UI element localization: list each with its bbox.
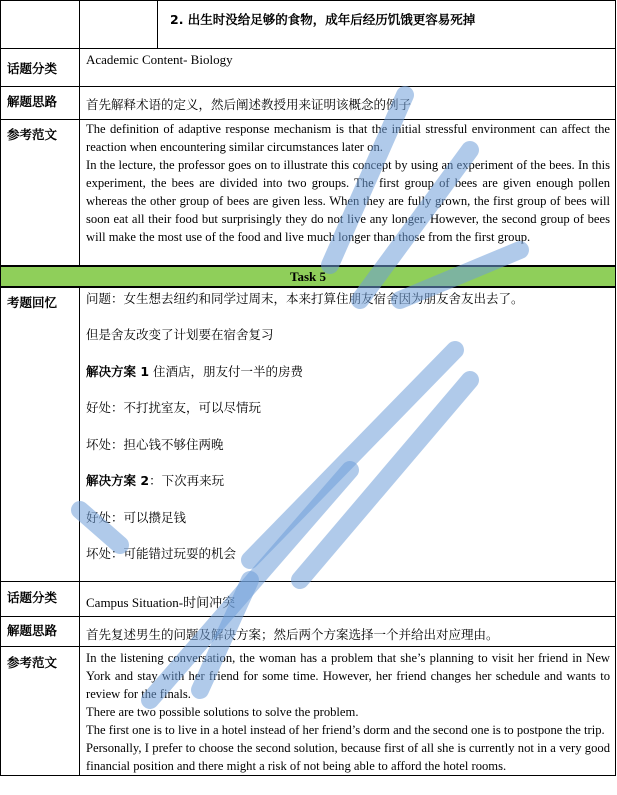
section1-sample-paragraph: In the lecture, the professor goes on to illustrate this concept by using an experiment of the bees. In this experiment, the bees are divided into two groups. The first group of bees are given enough pollen whereas the other group of bees are given less. When they are fully grown, the first group of bees will soon eat all their food but surprisingly they do not live any longer. However, the second group of bees will make the most use of the food and live much longer than those from the first group.	[86, 158, 610, 244]
section2-recall-label: 考题回忆	[7, 294, 58, 310]
recall-line: 好处：可以攒足钱	[86, 509, 187, 525]
section2-sample-text	[86, 647, 610, 775]
section2-sample-label: 参考范文	[7, 654, 58, 670]
top-row-text: 2. 出生时没给足够的食物，成年后经历饥饿更容易死掉	[170, 12, 476, 27]
section1-approach-cell	[80, 87, 616, 120]
section1-approach-label: 解题思路	[7, 94, 58, 109]
section1-approach-label-cell	[1, 87, 80, 120]
section2-sample-paragraph: Personally, I prefer to choose the second solution, because first of all she is currently not in a very good financial position and there might a risk of not being able to afford the hotel rooms.	[86, 740, 610, 773]
recall-line: 坏处：可能错过玩耍的机会	[86, 546, 237, 561]
section1-sample-label: 参考范文	[7, 127, 58, 142]
section2-sample-paragraph: In the listening conversation, the woman has a problem that she’s planning to visit her friend in New York and stay with her friend for some time. However, her friend changes her schedule and wants to review for the finals.	[86, 650, 610, 701]
section2-sample-paragraph: The first one is to live in a hotel instead of her friend’s dorm and the second one is to postpone the trip.	[86, 722, 605, 737]
section2-category-cell	[80, 581, 616, 616]
section2-category-label: 话题分类	[7, 589, 58, 605]
section2-approach-value: 首先复述男生的问题及解决方案；然后两个方案选择一个并给出对应理由。	[86, 626, 499, 642]
top-row-label-cell	[1, 1, 80, 49]
section1-sample-label-cell	[1, 120, 80, 266]
recall-line: 解决方案 2：下次再来玩	[86, 473, 225, 488]
recall-line: 解决方案 1 住酒店，朋友付一半的房费	[86, 363, 304, 379]
section1-approach-value: 首先解释术语的定义，然后阐述教授用来证明该概念的例子	[86, 97, 412, 112]
recall-line: 坏处：担心钱不够住两晚	[86, 436, 224, 452]
top-row	[1, 1, 616, 49]
recall-line: 好处：不打扰室友，可以尽情玩	[86, 400, 262, 415]
section2-sample-label-cell	[1, 646, 80, 775]
task-header: Task 5	[1, 266, 616, 287]
recall-list	[86, 288, 610, 581]
section2-sample-paragraph: There are two possible solutions to solve the problem.	[86, 704, 359, 719]
section2-approach-label: 解题思路	[7, 622, 58, 638]
task-header-row	[1, 266, 616, 287]
recall-line: 但是舍友改变了计划要在宿舍复习	[86, 327, 274, 342]
section2-recall-cell	[80, 287, 616, 582]
section2-sample-cell	[80, 646, 616, 775]
top-row-content	[80, 1, 616, 49]
section2-category-value: Campus Situation-时间冲突	[86, 594, 236, 610]
section2-approach-label-cell	[1, 616, 80, 646]
section2-category-label-cell	[1, 581, 80, 616]
recall-line: 问题：女生想去纽约和同学过周末，本来打算住朋友宿舍因为朋友舍友出去了。	[86, 290, 524, 306]
section1-sample-cell	[80, 120, 616, 266]
section1-category-cell	[80, 49, 616, 87]
section1-sample-text	[86, 120, 610, 246]
section1-category-label-cell	[1, 49, 80, 87]
section1-category-label: 话题分类	[7, 61, 58, 76]
section2-approach-cell	[80, 616, 616, 646]
section2-recall-label-cell	[1, 287, 80, 582]
section1-sample-paragraph: The definition of adaptive response mechanism is that the initial stressful environment can affect the reaction when encountering similar circumstances later on.	[86, 122, 610, 154]
section1-category-value: Academic Content- Biology	[86, 52, 233, 67]
